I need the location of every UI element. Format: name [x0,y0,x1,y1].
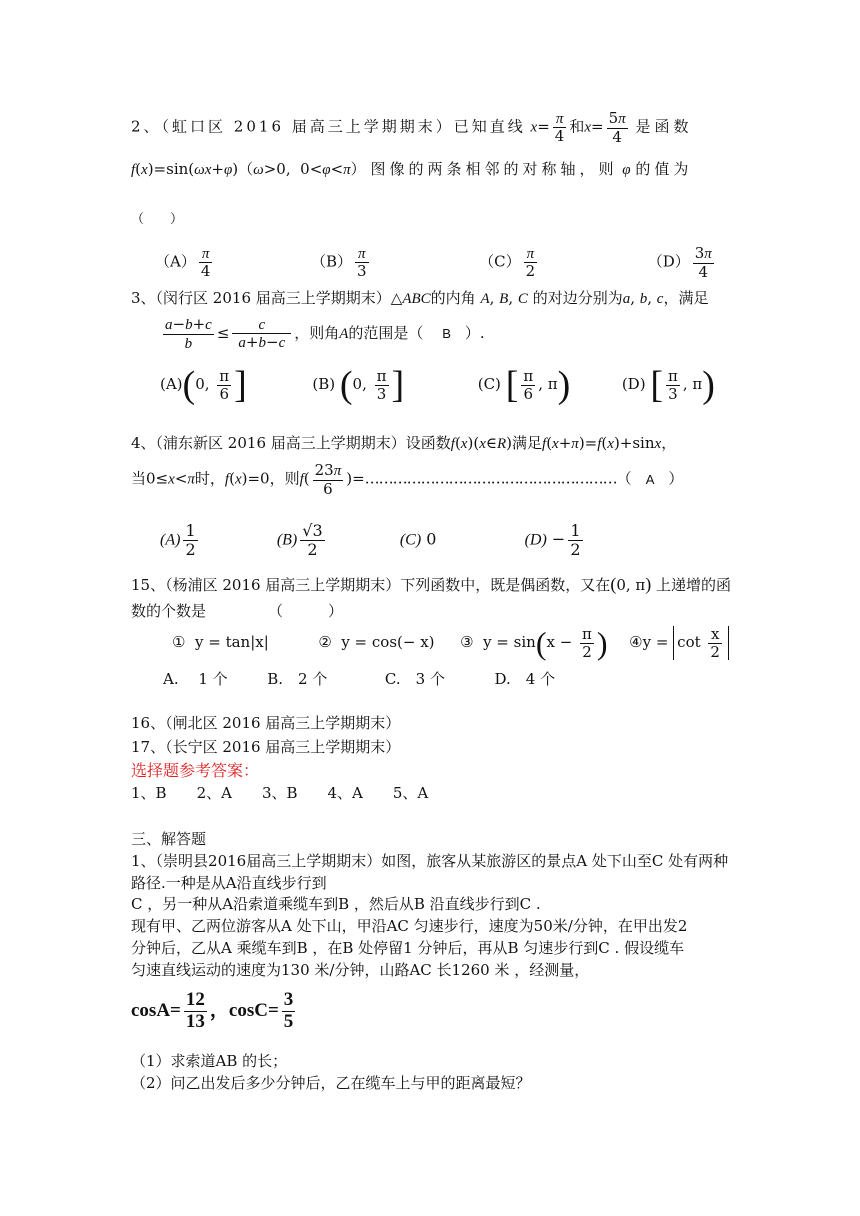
q2-head: 2、（虹口区 2016 届高三上学期期末）已知直线 [131,117,526,136]
q15-tail: 上递增的函 [656,576,732,594]
answers-line: 1、B 2、A 3、B 4、A 5、A [131,784,429,802]
q2-line1: 2、（虹口区 2016 届高三上学期期末）已知直线 x= $\frac{\pi}{4}$ 和x= $\frac{5\pi}{4}$ 是函数 [131,109,693,146]
cos-c-den: 5 [283,1010,294,1032]
q3-option-d: (D) [621,375,646,393]
cos-formula [131,990,298,1033]
q4-line2-c: ，则 [269,469,300,488]
q3-option-c: (C) [477,375,501,393]
q3-options: (A)(0, $\frac{\pi}{6}$ ] (B) (0, $\frac{\pi}{3}$ ] (C) [ $\frac{\pi}{6}$ , π) (D) [ $\frac{\pi}{3}$ , π) [160,364,715,406]
q15-choice-c: C. 3 个 [384,670,445,688]
cos-a-num: 12 [185,989,205,1010]
q15-items: ① y = tan|x| ② y = cos(− x) ③ y = sin(x − $\frac{\pi}{2}$ ) ④y = cot $\frac{x}{2}$ [172,626,729,660]
q15-paren: （ ） [268,602,344,620]
q4-line2: 当0≤x<π时，f(x)=0，则f( $\frac{23\pi}{6}$ )=………………………………………………（ A ） [131,461,684,498]
q15-item-3: ③ [460,633,474,651]
q2-line2: f(x)=sin(ωx+φ)（ω>0, 0<φ<π） 图像的两条相邻的对称轴，则 φ 的值为 [131,160,693,178]
q4-paren-close: ） [668,469,684,488]
p1-line4: 现有甲、乙两位游客从A 处下山，甲沿AC 匀速步行，速度为50米/分钟，在甲出发2 [131,917,688,935]
cos-sep: ， [209,999,229,1021]
q15-item-1: ① [172,633,186,651]
q4-dots: ……………………………………………… [364,469,617,488]
q3-option-a: (A) [160,375,183,393]
q4-options: (A) $\frac{1}{2}$ (B) $\frac{√3}{2}$ (C) 0 (D) − $\frac{1}{2}$ [160,521,581,559]
q4-text1: 满足 [512,434,543,452]
section-title: 三、解答题 [131,830,207,848]
q3-text2: 的对边分别为 [532,289,623,307]
q15-choice-a: A. 1 个 [163,670,228,688]
q4-answer: A [645,471,655,487]
q4-paren-open: （ [616,469,632,488]
cos-c-label: cosC= [228,999,279,1021]
q15-item-4: ④ [629,633,643,651]
q3-answer: B [442,326,451,341]
q3-text5: 的范围是（ [348,324,424,342]
p1-line6: 匀速直线运动的速度为130 米/分钟，山路AC 长1260 米 ，经测量， [131,961,590,979]
q3-text4: ，则角 [294,324,340,342]
q2-line2-text: 图像的两条相邻的对称轴，则 [370,160,618,178]
q3-text1: 的内角 [430,289,476,307]
q15-line2-text: 数的个数是 [131,602,207,620]
q3-close: ）. [464,324,485,342]
q2-paren: （ ） [131,212,184,227]
q3-option-b: (B) [312,375,336,393]
q2-option-c: （C） [479,252,521,271]
q15-choice-d: D. 4 个 [494,670,556,688]
q4-line1: 4、（浦东新区 2016 届高三上学期期末）设函数f(x)(x∈R)满足f(x+π)=f(x)+sinx， [131,434,677,452]
q4-line2-b: 时， [194,469,225,488]
p1-line5: 分钟后，乙从A 乘缆车到B ，在B 处停留1 分钟后，再从B 匀速步行到C . 假设缆车 [131,939,685,957]
q3-text3: ，满足 [663,289,709,307]
p1-sub1: （1）求索道AB 的长； [131,1052,288,1070]
p1-line3: C ，另一种从A沿索道乘缆车到B ，然后从B 沿直线步行到C . [131,895,541,913]
q15-head: 15、（杨浦区 2016 届高三上学期期末）下列函数中，既是偶函数，又在 [131,576,611,594]
q3-line1: 3、（闵行区 2016 届高三上学期期末）△ABC的内角 A, B, C 的对边分别为a, b, c，满足 [131,289,709,307]
q2-option-a: （A） [155,252,196,271]
q3-head: 3、（闵行区 2016 届高三上学期期末） [131,289,391,307]
q16: 16、（闸北区 2016 届高三上学期期末） [131,714,401,732]
p1-sub2: （2）问乙出发后多少分钟后，乙在缆车上与甲的距离最短？ [131,1074,531,1092]
p1-line1: 1、（崇明县2016届高三上学期期末）如图，旅客从某旅游区的景点A 处下山至C 处有两种 [131,852,729,870]
q17: 17、（长宁区 2016 届高三上学期期末） [131,738,401,756]
q3-line2: $\frac{a-b+c}{b}$ ≤ $\frac{c}{a+b-c}$ ，则角A的范围是（ B ）. [165,315,485,352]
q15-line2 [131,600,343,621]
cos-a-den: 13 [185,1010,205,1032]
q4-head: 4、（浦东新区 2016 届高三上学期期末）设函数 [131,434,451,452]
q2-line2-end: 的值为 [635,160,693,178]
q2-tail: 是函数 [635,117,693,136]
cos-c-num: 3 [283,989,294,1010]
q15-choice-b: B. 2 个 [267,670,328,688]
p1-line2: 路径.一种是从A沿直线步行到 [131,874,327,892]
q15-choices [163,668,555,689]
q2-option-d: （D） [647,252,690,271]
q15-item-2: ② [318,633,332,651]
q4-line2-a: 当 [131,469,147,488]
cos-a-label: cosA= [131,999,181,1021]
q15-line1: 15、（杨浦区 2016 届高三上学期期末）下列函数中，既是偶函数，又在(0, π) 上递增的函 [131,574,732,594]
answers-title: 选择题参考答案： [131,761,260,780]
q2-options: （A） $\frac{\pi}{4}$ （B） $\frac{\pi}{3}$ （C） $\frac{\pi}{2}$ （D） $\frac{3\pi}{4}$ [155,244,712,281]
q2-mid: 和 [569,117,585,136]
q2-option-b: （B） [310,252,352,271]
